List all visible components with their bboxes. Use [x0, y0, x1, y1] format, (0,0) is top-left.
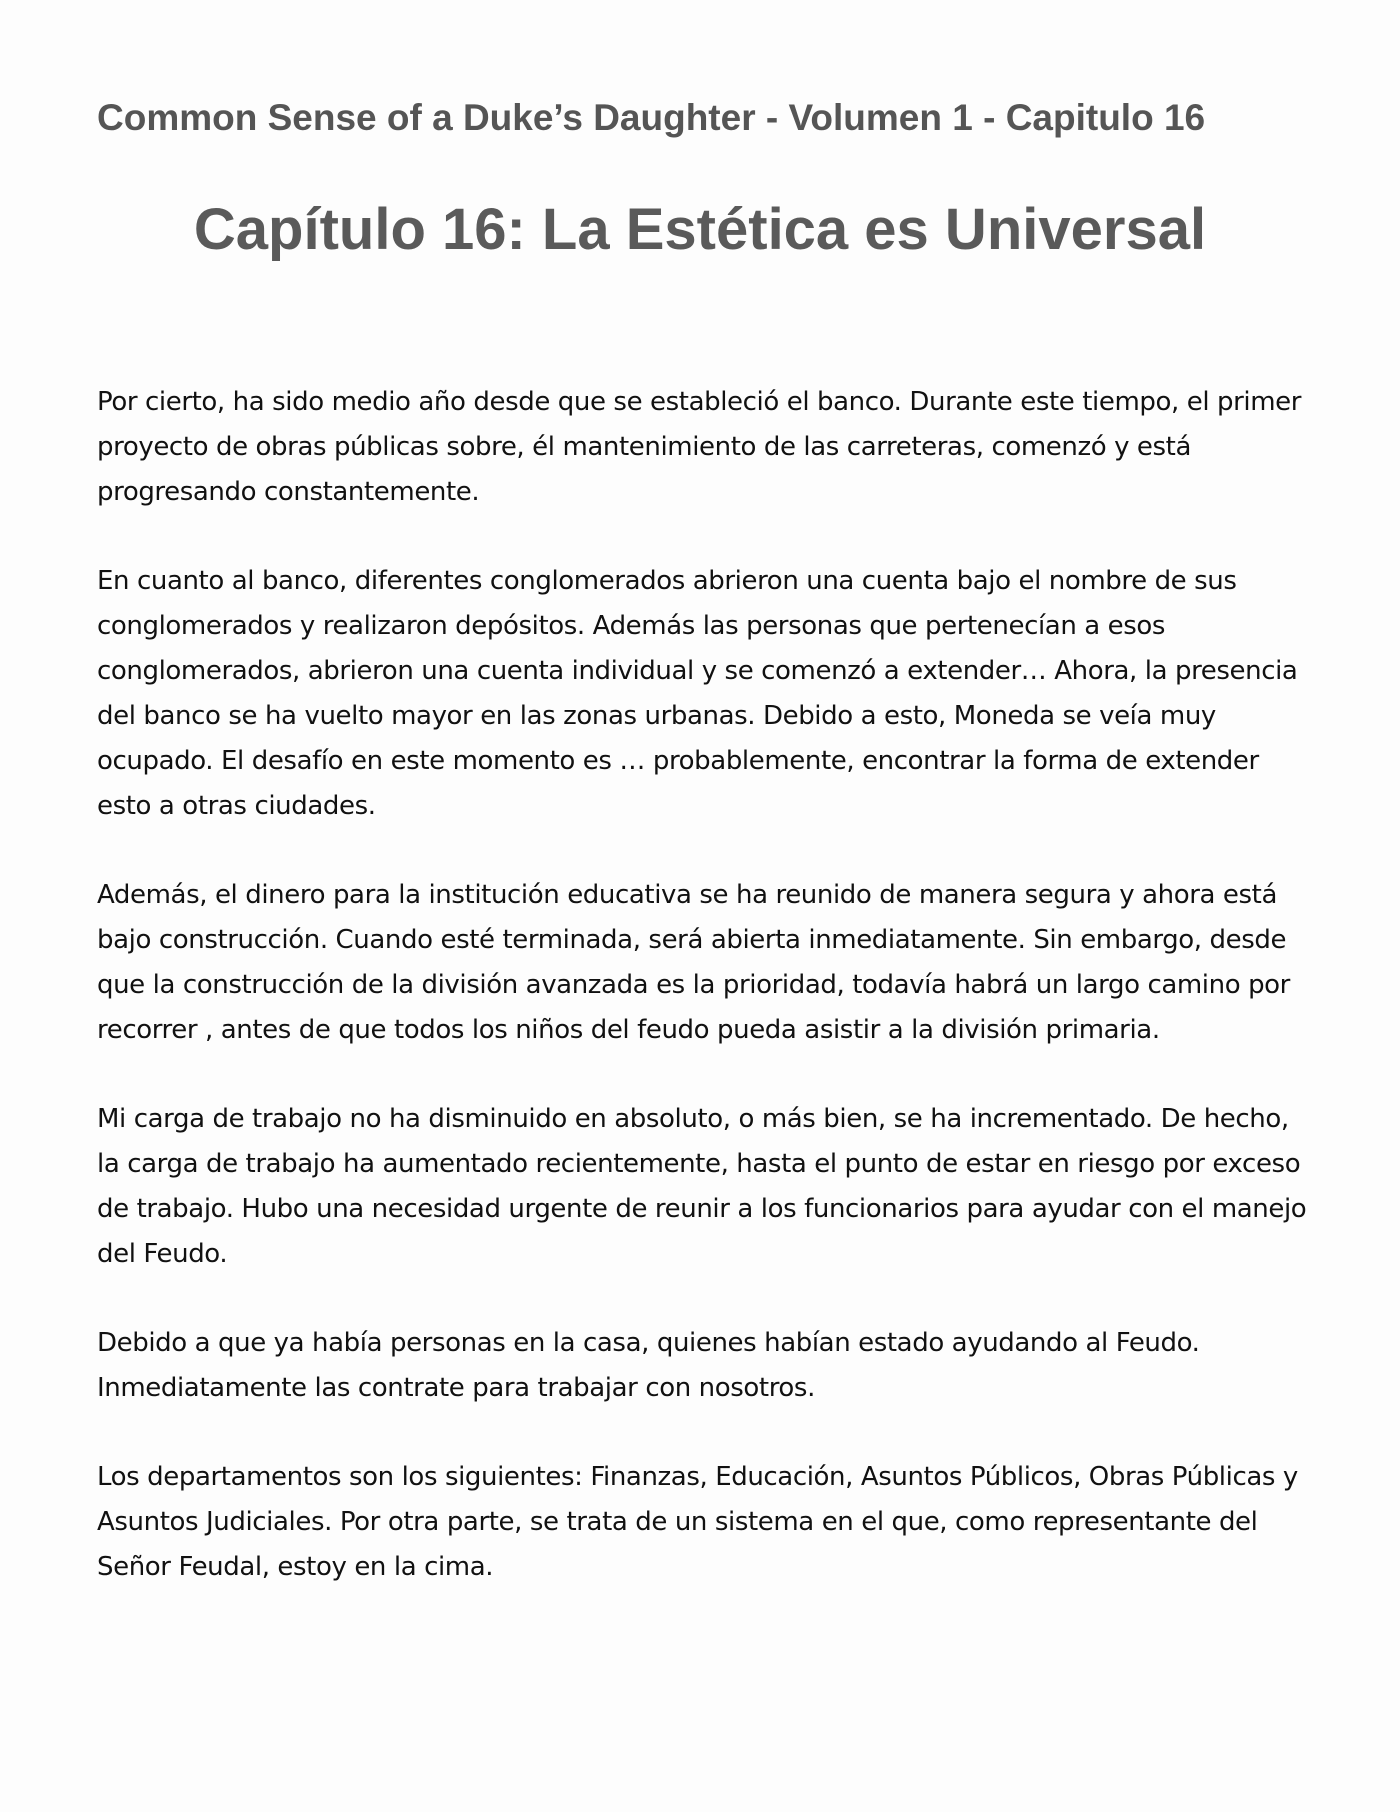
- paragraph: Además, el dinero para la institución educativa se ha reunido de manera segura y ahora está bajo construcción. Cuando esté terminada, será abierta inmediatamente. Sin embargo, desde que la construcción de la división avanzada es la prioridad, todavía habrá un largo camino por recorrer , antes de que todos los niños del feudo pueda asistir a la división primaria.: [97, 880, 1290, 1045]
- paragraph: Los departamentos son los siguientes: Finanzas, Educación, Asuntos Públicos, Obras Públicas y Asuntos Judiciales. Por otra parte, se trata de un sistema en el que, como representante del Señor Feudal, estoy en la cima.: [97, 1462, 1298, 1582]
- paragraph: Debido a que ya había personas en la casa, quienes habían estado ayudando al Feudo. Inmediatamente las contrate para trabajar con nosotros.: [97, 1328, 1200, 1403]
- chapter-body: [97, 380, 1317, 1634]
- paragraph: Por cierto, ha sido medio año desde que se estableció el banco. Durante este tiempo, el primer proyecto de obras públicas sobre, él mantenimiento de las carreteras, comenzó y está progresando constantemente.: [97, 387, 1302, 507]
- document-header: Common Sense of a Duke’s Daughter - Volumen 1 - Capitulo 16: [97, 97, 1206, 138]
- chapter-title: Capítulo 16: La Estética es Universal: [193, 197, 1207, 262]
- paragraph: En cuanto al banco, diferentes conglomerados abrieron una cuenta bajo el nombre de sus conglomerados y realizaron depósitos. Además las personas que pertenecían a esos conglomerados, abrieron una cuenta individual y se comenzó a extender… Ahora, la presencia del banco se ha vuelto mayor en las zonas urbanas. Debido a esto, Moneda se veía muy ocupado. El desafío en este momento es … probablemente, encontrar la forma de extender esto a otras ciudades.: [97, 566, 1298, 821]
- paragraph: Mi carga de trabajo no ha disminuido en absoluto, o más bien, se ha incrementado. De hecho, la carga de trabajo ha aumentado recientemente, hasta el punto de estar en riesgo por exceso de trabajo. Hubo una necesidad urgente de reunir a los funcionarios para ayudar con el manejo del Feudo.: [97, 1104, 1307, 1269]
